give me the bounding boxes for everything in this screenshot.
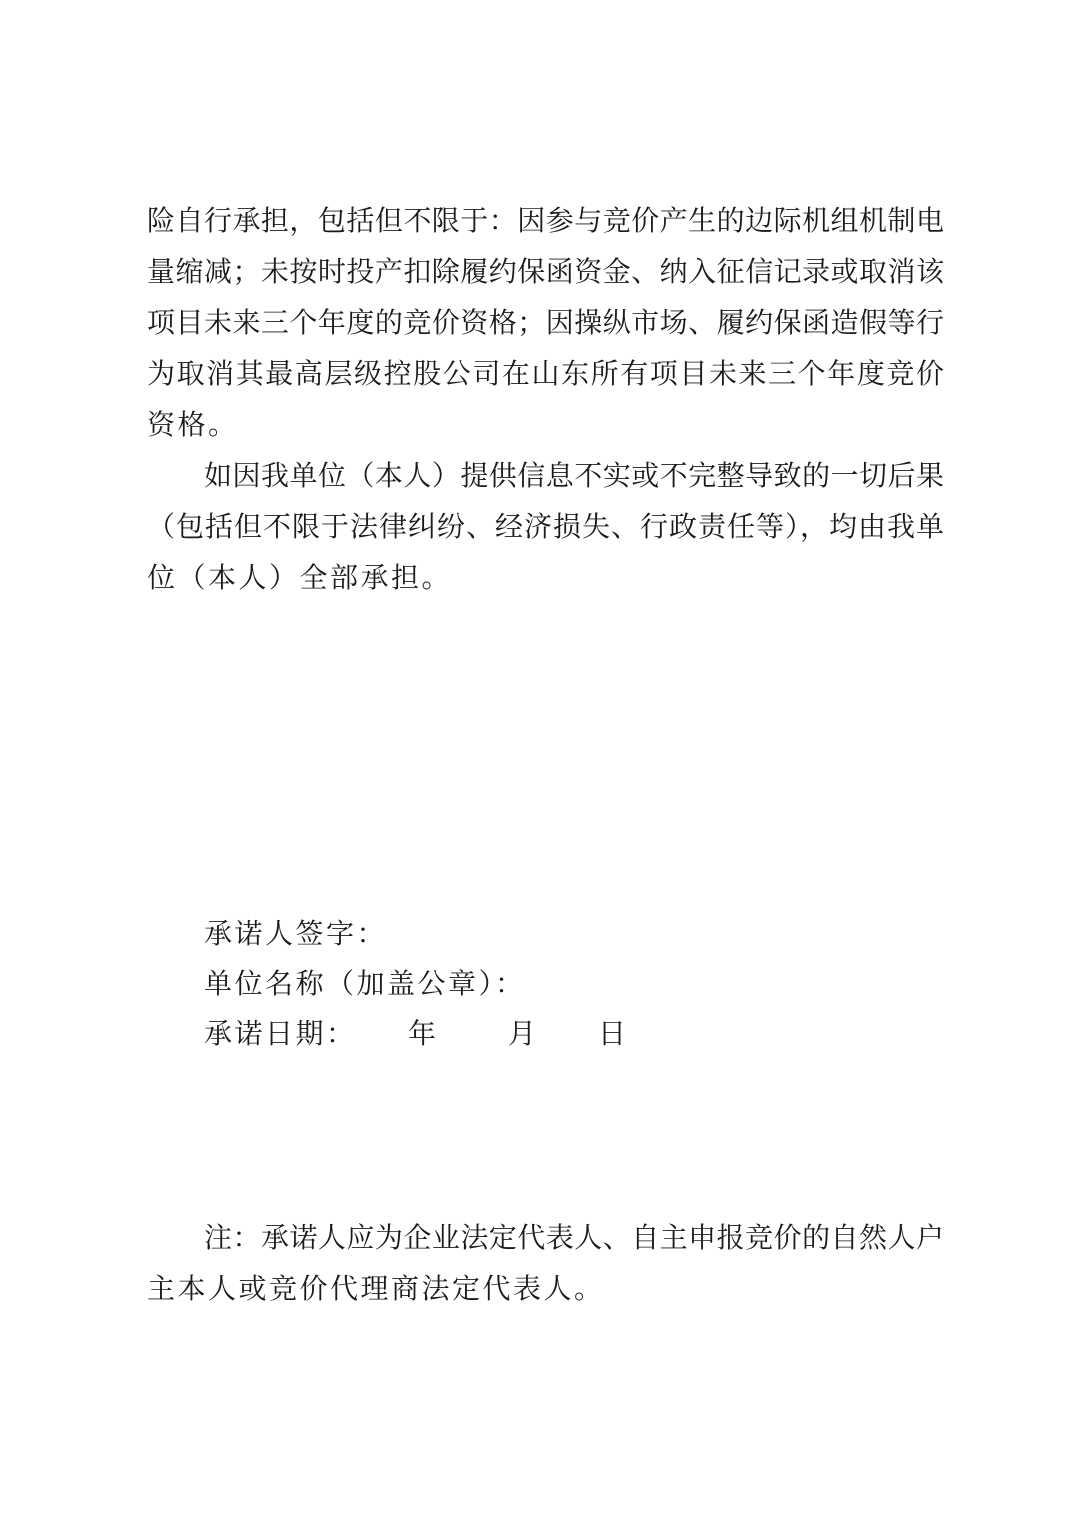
text-line: 如因我单位（本人）提供信息不实或不完整导致的一切后果 (204, 459, 944, 492)
text-line: 量缩减；未按时投产扣除履约保函资金、纳入征信记录或取消该 (147, 255, 944, 288)
text-line: 项目未来三个年度的竞价资格；因操纵市场、履约保函造假等行 (147, 306, 944, 339)
year-label: 年 (408, 1017, 439, 1050)
text-line: （包括但不限于法律纠纷、经济损失、行政责任等），均由我单 (147, 510, 944, 543)
signer-label: 承诺人签字： (204, 917, 388, 950)
text-line: 险自行承担，包括但不限于：因参与竞价产生的边际机组机制电 (147, 204, 944, 237)
day-label: 日 (598, 1017, 629, 1050)
text-line: 为取消其最高层级控股公司在山东所有项目未来三个年度竞价 (147, 357, 944, 390)
unit-name-label: 单位名称（加盖公章）： (204, 967, 526, 1000)
date-label: 承诺日期： (204, 1017, 357, 1050)
text-line: 资格。 (147, 408, 239, 441)
text-line: 主本人或竞价代理商法定代表人。 (147, 1272, 605, 1305)
text-line: 注：承诺人应为企业法定代表人、自主申报竞价的自然人户 (204, 1221, 944, 1254)
month-label: 月 (508, 1017, 539, 1050)
text-line: 位（本人）全部承担。 (147, 561, 453, 594)
